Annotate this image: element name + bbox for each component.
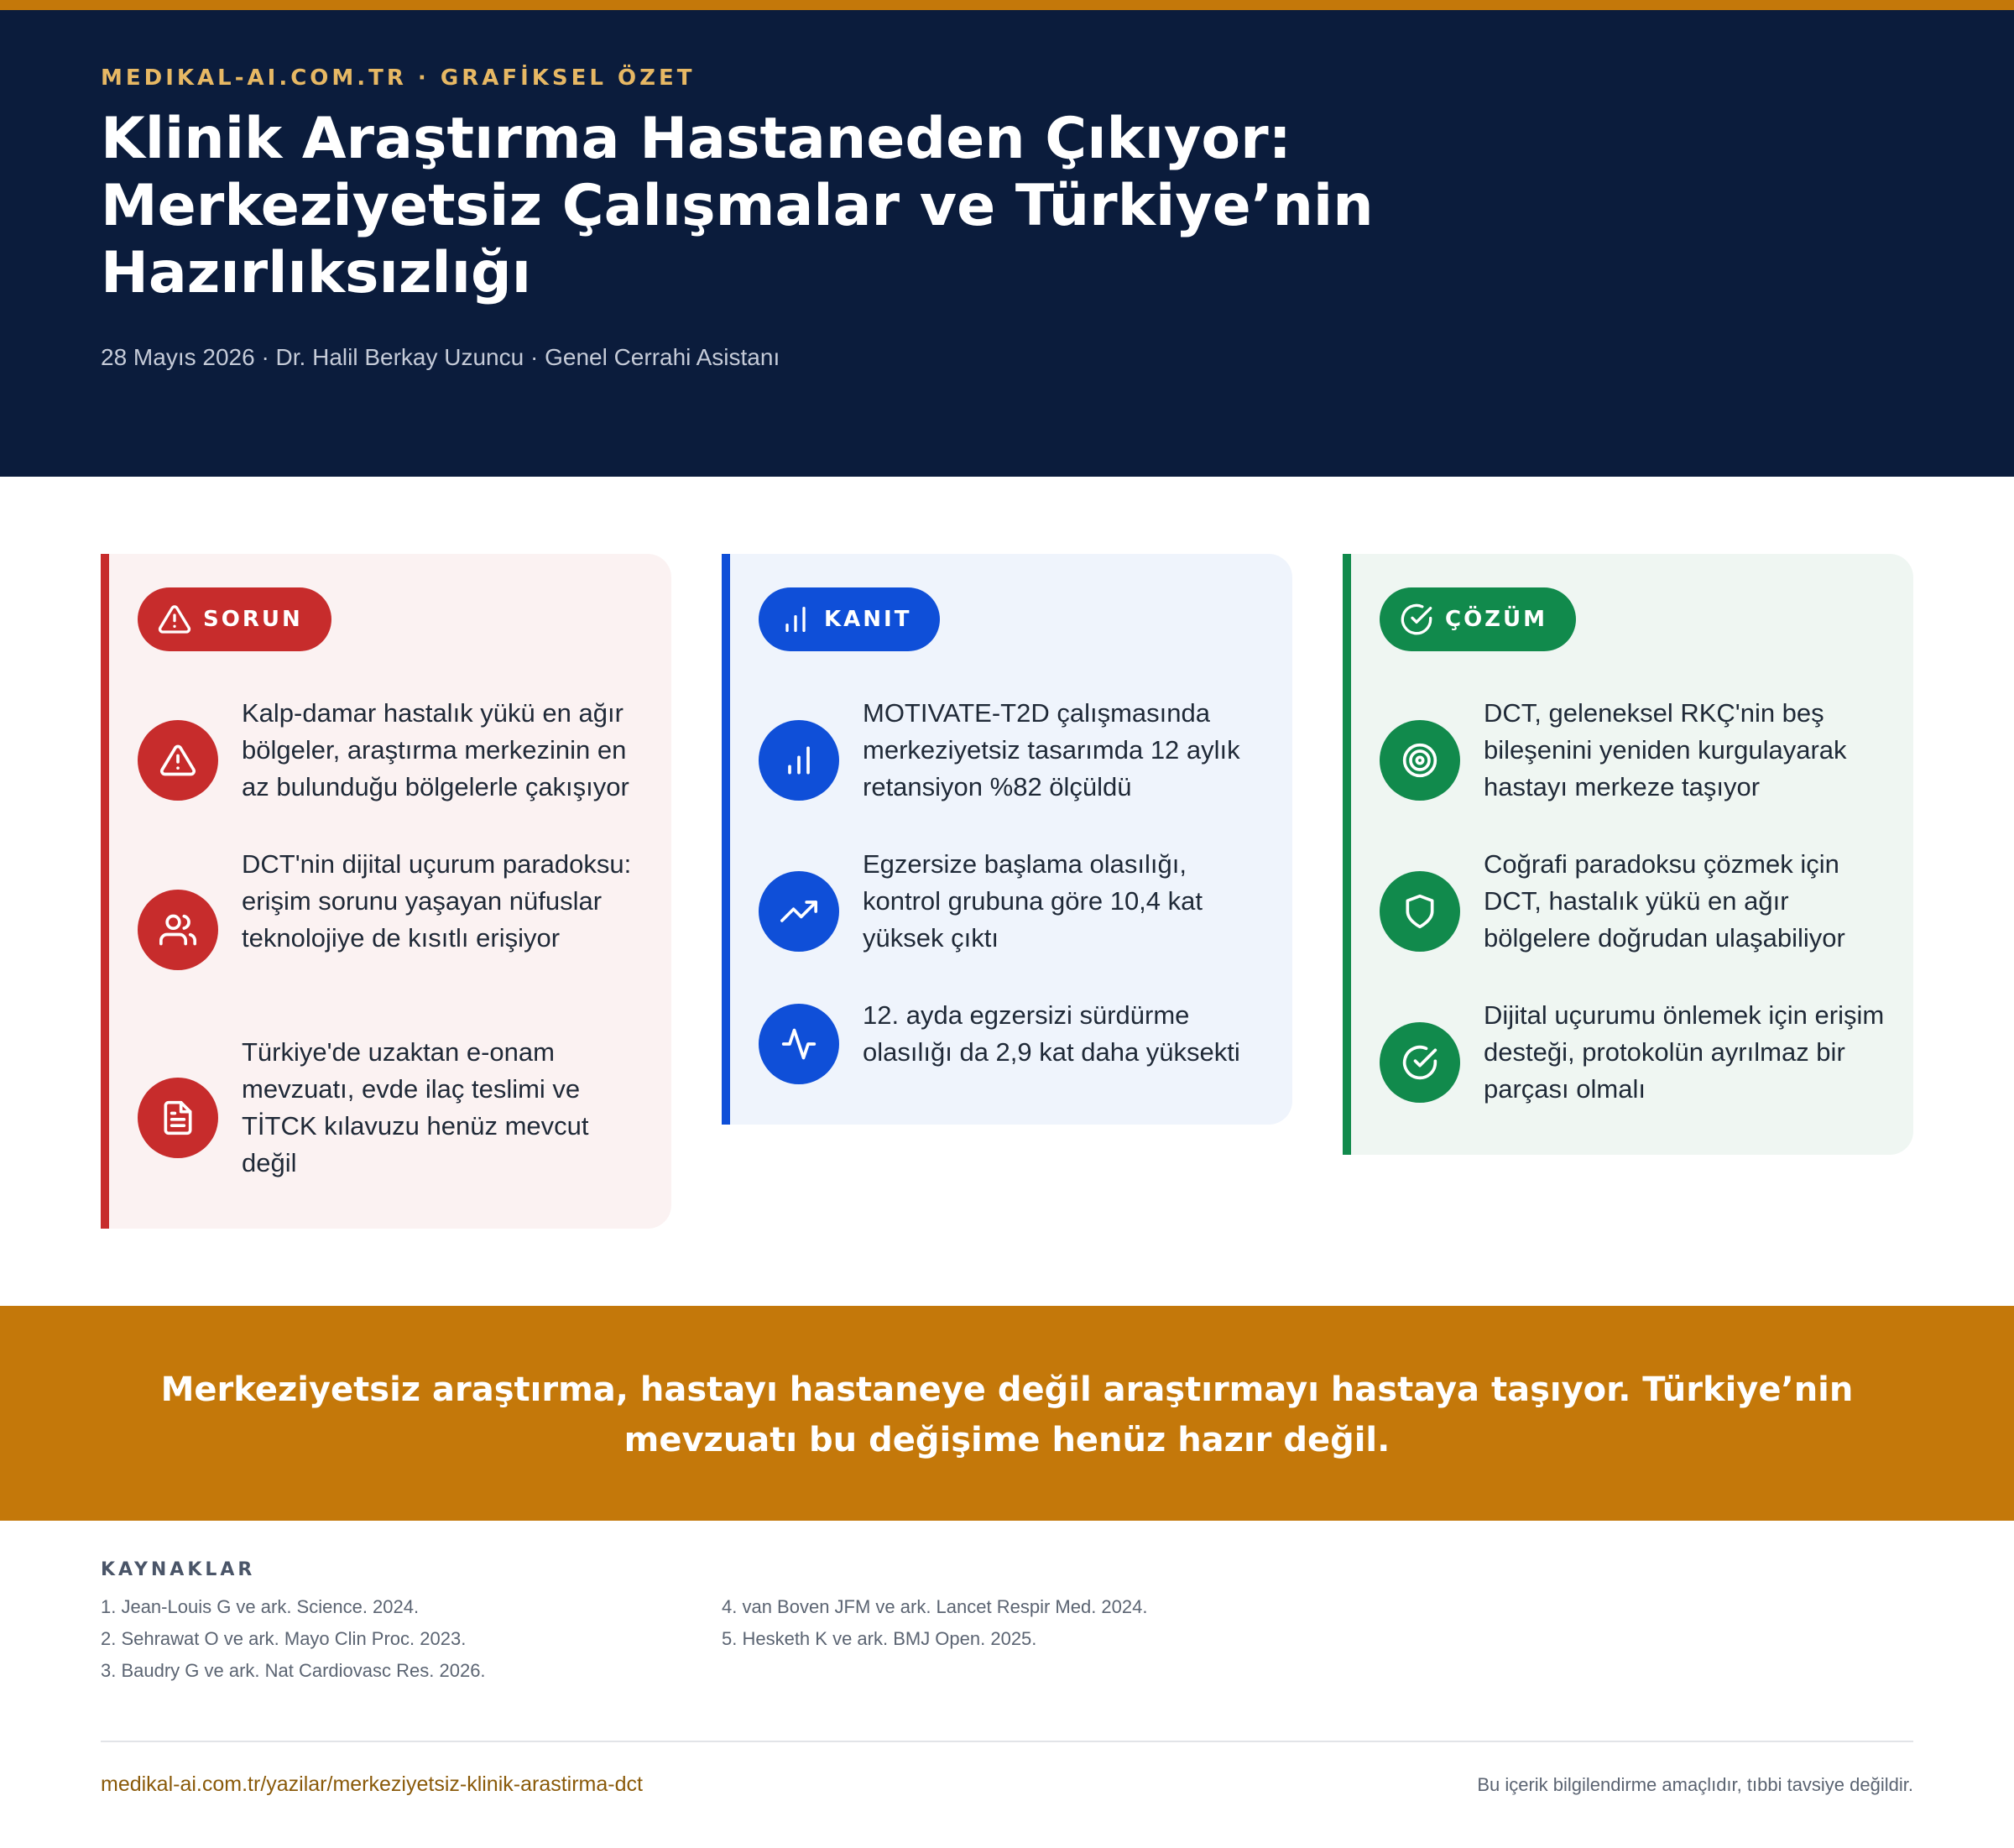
badge-label: SORUN (203, 607, 303, 632)
shield-icon (1401, 893, 1438, 930)
solution-badge (1380, 587, 1576, 651)
column-accent-bar (1343, 554, 1351, 1155)
top-accent-bar (0, 0, 2014, 10)
users-icon (159, 911, 196, 948)
evidence-badge (759, 587, 940, 651)
item-text: Egzersize başlama olasılığı, kontrol grubuna göre 10,4 kat yüksek çıktı (863, 849, 1203, 953)
key-message-banner (0, 1306, 2014, 1521)
item-text: Coğrafi paradoksu çözmek için DCT, hastalık yükü en ağır bölgelere doğrudan ulaşabiliyor (1484, 849, 1845, 953)
bar-chart-icon (779, 603, 812, 636)
item-text: DCT, geleneksel RKÇ'nin beş bileşenini yeniden kurgulayarak hastayı merkeze taşıyor (1484, 698, 1847, 801)
disclaimer: Bu içerik bilgilendirme amaçlıdır, tıbbi tavsiye değildir. (1477, 1774, 1913, 1795)
evidence-column (722, 554, 1292, 1125)
badge-label: ÇÖZÜM (1445, 607, 1548, 632)
item-icon-circle (1380, 871, 1460, 952)
item-icon-circle (138, 720, 218, 801)
item-text: DCT'nin dijital uçurum paradoksu: erişim sorunu yaşayan nüfuslar teknolojiye de kısıtlı erişiyor (242, 849, 632, 953)
footer-divider (101, 1741, 1913, 1742)
item-icon-circle (138, 1078, 218, 1158)
item-icon-circle (759, 720, 839, 801)
reference-item: 2. Sehrawat O ve ark. Mayo Clin Proc. 2023. (101, 1628, 467, 1649)
warning-icon (158, 603, 191, 636)
page-title (101, 106, 1913, 307)
check-circle-icon (1401, 1044, 1438, 1081)
references-title: KAYNAKLAR (101, 1559, 256, 1580)
title-line: Hazırlıksızlığı (101, 240, 532, 306)
column-accent-bar (101, 554, 109, 1229)
item-icon-circle (759, 1004, 839, 1084)
badge-label: KANIT (824, 607, 912, 632)
bar-chart-icon (780, 742, 817, 779)
header (0, 10, 2014, 477)
kicker: MEDIKAL-AI.COM.TR · GRAFİKSEL ÖZET (101, 65, 696, 91)
key-message: Merkeziyetsiz araştırma, hastayı hastaneye değil araştırmayı hastaya taşıyor. Türkiye’nin mevzuatı bu değişime henüz hazır değil. (160, 1370, 1854, 1459)
article-meta: 28 Mayıs 2026 · Dr. Halil Berkay Uzuncu · Genel Cerrahi Asistanı (101, 344, 780, 370)
reference-item: 5. Hesketh K ve ark. BMJ Open. 2025. (722, 1628, 1037, 1649)
document-icon (159, 1099, 196, 1136)
column-accent-bar (722, 554, 730, 1125)
problem-badge (138, 587, 331, 651)
title-line: Merkeziyetsiz Çalışmalar ve Türkiye’nin (101, 173, 1374, 239)
reference-item: 4. van Boven JFM ve ark. Lancet Respir Med. 2024. (722, 1596, 1148, 1617)
item-icon-circle (1380, 720, 1460, 801)
target-icon (1401, 742, 1438, 779)
item-icon-circle (138, 890, 218, 970)
article-url-link[interactable]: medikal-ai.com.tr/yazilar/merkeziyetsiz-klinik-arastirma-dct (101, 1772, 643, 1796)
title-line: Klinik Araştırma Hastaneden Çıkıyor: (101, 106, 1291, 172)
item-icon-circle (759, 871, 839, 952)
item-text: Türkiye'de uzaktan e-onam mevzuatı, evde ilaç teslimi ve TİTCK kılavuzu henüz mevcut değil (242, 1037, 589, 1177)
item-text: MOTIVATE-T2D çalışmasında merkeziyetsiz tasarımda 12 aylık retansiyon %82 ölçüldü (863, 698, 1240, 801)
problem-column (101, 554, 671, 1229)
item-text: 12. ayda egzersizi sürdürme olasılığı da 2,9 kat daha yüksekti (863, 1000, 1240, 1067)
reference-item: 3. Baudry G ve ark. Nat Cardiovasc Res. 2026. (101, 1660, 486, 1681)
warning-icon (159, 742, 196, 779)
solution-column (1343, 554, 1913, 1155)
trending-up-icon (780, 893, 817, 930)
item-text: Kalp-damar hastalık yükü en ağır bölgeler, araştırma merkezinin en az bulunduğu bölgelerle çakışıyor (242, 698, 629, 801)
check-circle-icon (1400, 603, 1433, 636)
item-icon-circle (1380, 1022, 1460, 1103)
reference-item: 1. Jean-Louis G ve ark. Science. 2024. (101, 1596, 420, 1617)
activity-icon (780, 1026, 817, 1062)
item-text: Dijital uçurumu önlemek için erişim desteği, protokolün ayrılmaz bir parçası olmalı (1484, 1000, 1885, 1104)
